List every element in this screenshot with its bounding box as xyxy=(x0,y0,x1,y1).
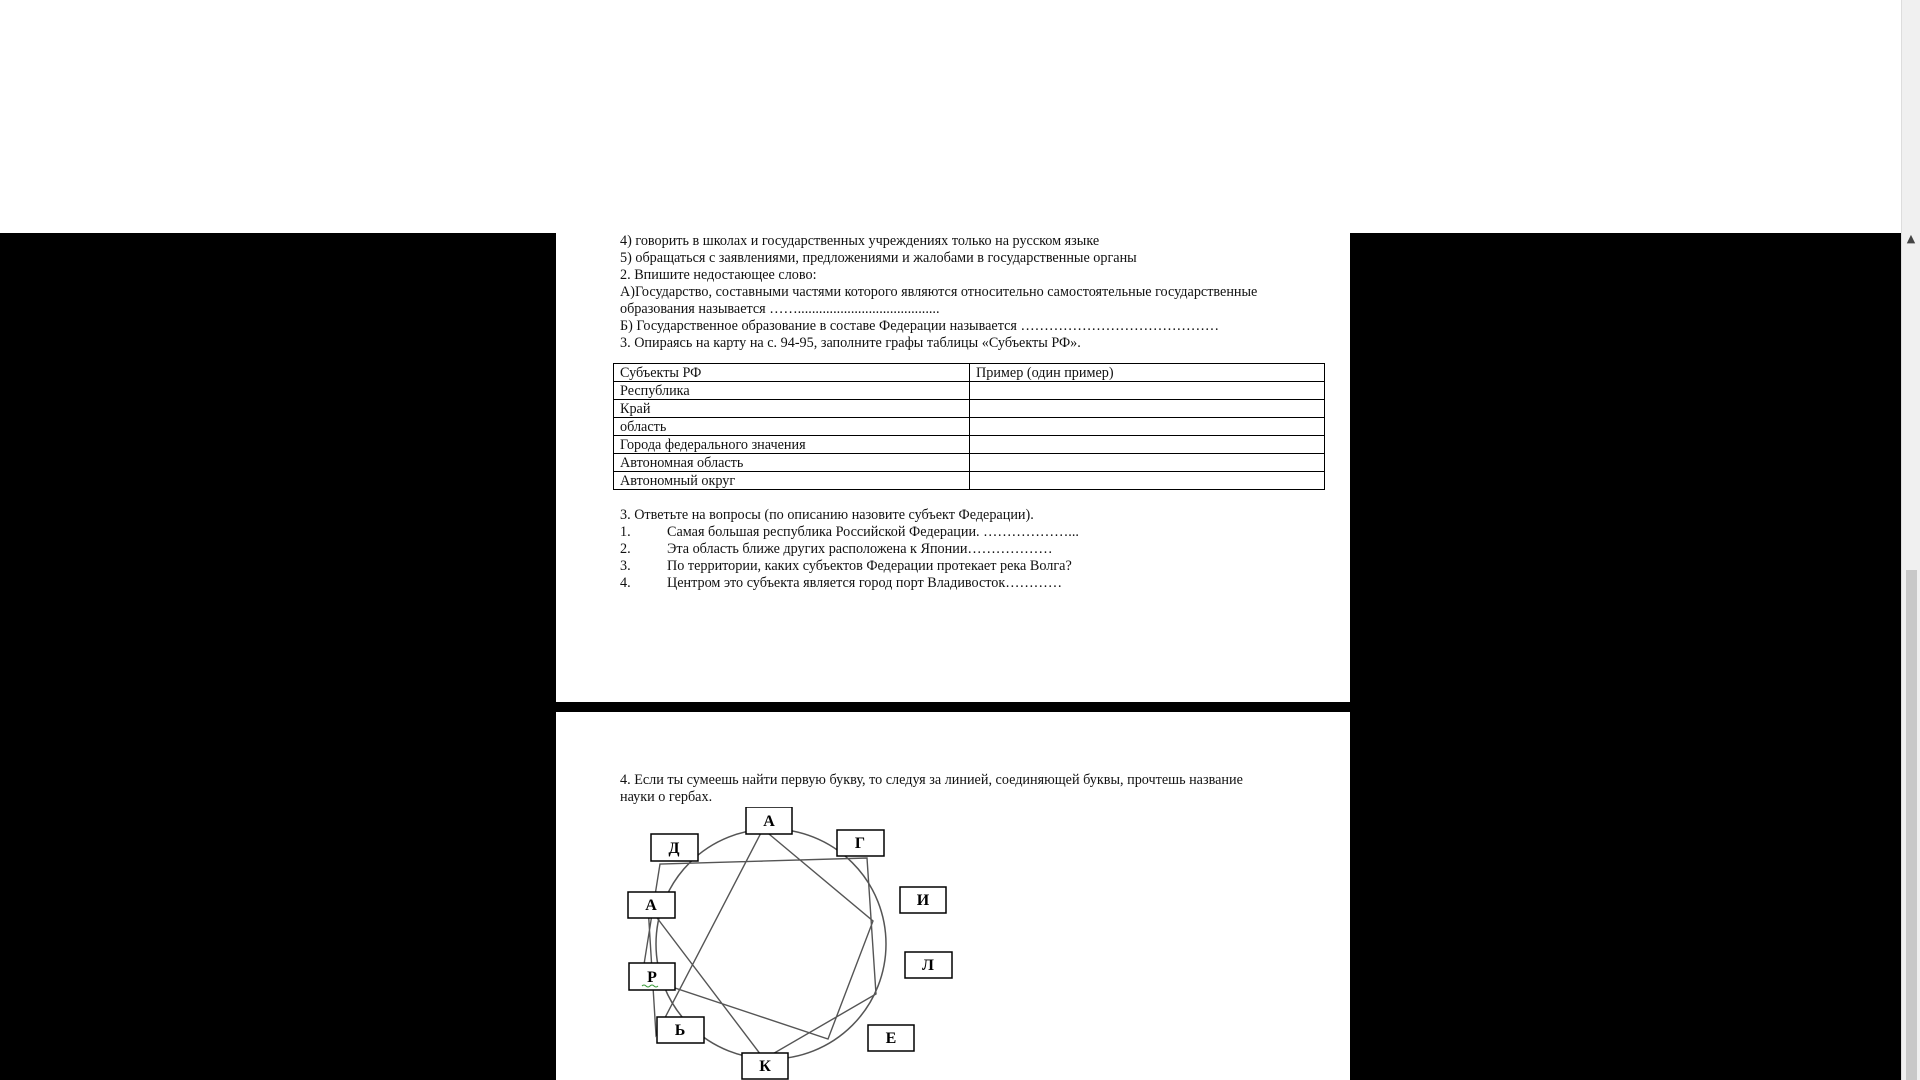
question-number: 1. xyxy=(620,524,631,540)
vertical-scrollbar[interactable] xyxy=(1901,0,1920,1080)
question-text: Центром это субъекта является город порт Владивосток………… xyxy=(667,575,1063,591)
letter: И xyxy=(916,892,930,909)
question-item xyxy=(620,575,1079,592)
question-number: 4. xyxy=(620,575,631,591)
letter: Г xyxy=(854,835,866,852)
letter: Д xyxy=(668,840,680,857)
letter: К xyxy=(759,1058,771,1075)
table-row xyxy=(614,472,1325,490)
table-row xyxy=(614,400,1325,418)
question-item xyxy=(620,541,1079,558)
table-header-cell: Субъекты РФ xyxy=(614,364,970,382)
page1-text-lines xyxy=(620,233,1320,352)
letter-circle-puzzle xyxy=(606,807,966,1080)
letter-box xyxy=(742,1053,788,1079)
table-cell-empty xyxy=(970,454,1325,472)
document-page-1 xyxy=(556,233,1350,702)
letter-box xyxy=(746,807,792,834)
table-header-row xyxy=(614,364,1325,382)
viewer-top-blank xyxy=(0,0,1920,233)
letter: А xyxy=(763,813,775,830)
text-line: образования называется ……........................................ xyxy=(620,301,940,317)
table-row xyxy=(614,436,1325,454)
table-row xyxy=(614,382,1325,400)
subjects-table xyxy=(613,363,1325,490)
question-number: 3. xyxy=(620,558,631,574)
question-text: Самая большая республика Российской Федерации. ………………... xyxy=(667,524,1079,540)
table-cell: область xyxy=(614,418,970,436)
questions-title: 3. Ответьте на вопросы (по описанию назовите субъект Федерации). xyxy=(620,507,1034,523)
table-cell-empty xyxy=(970,382,1325,400)
letter: Ь xyxy=(674,1022,686,1039)
letter-box xyxy=(628,892,675,918)
scroll-up-arrow-icon[interactable]: ▲ xyxy=(1906,232,1916,245)
table-cell: Край xyxy=(614,400,970,418)
table-cell-empty xyxy=(970,418,1325,436)
table-row xyxy=(614,454,1325,472)
text-line: науки о гербах. xyxy=(620,789,713,805)
table-cell-empty xyxy=(970,472,1325,490)
letter-box xyxy=(657,1017,704,1043)
letter: Р xyxy=(647,969,657,986)
table-header-cell: Пример (один пример) xyxy=(970,364,1325,382)
letter: А xyxy=(645,897,657,914)
table-cell: Города федерального значения xyxy=(614,436,970,454)
letter-box xyxy=(629,963,675,990)
letter-box xyxy=(905,952,952,978)
task4-text xyxy=(620,772,1320,806)
letter-box xyxy=(868,1025,914,1051)
letter-box xyxy=(651,834,698,861)
text-line: 3. Опираясь на карту на с. 94-95, заполните графы таблицы «Субъекты РФ». xyxy=(620,335,1081,351)
text-line: 2. Впишите недостающее слово: xyxy=(620,267,817,283)
table-cell: Автономная область xyxy=(614,454,970,472)
question-item xyxy=(620,524,1079,541)
table-cell-empty xyxy=(970,400,1325,418)
table-cell-empty xyxy=(970,436,1325,454)
question-text: Эта область ближе других расположена к Японии……………… xyxy=(667,541,1053,557)
scrollbar-thumb[interactable] xyxy=(1906,570,1917,1080)
question-text: По территории, каких субъектов Федерации протекает река Волга? xyxy=(667,558,1072,574)
letter: Е xyxy=(885,1030,897,1047)
text-line: А)Государство, составными частями которого являются относительно самостоятельные государственные xyxy=(620,284,1258,300)
letter: Л xyxy=(922,957,934,974)
table-cell: Республика xyxy=(614,382,970,400)
letter-box xyxy=(900,887,946,913)
table-cell: Автономный округ xyxy=(614,472,970,490)
questions-block xyxy=(620,507,1079,592)
text-line: 4. Если ты сумеешь найти первую букву, то следуя за линией, соединяющей буквы, прочтешь название xyxy=(620,772,1243,788)
question-item xyxy=(620,558,1079,575)
text-line: Б) Государственное образование в составе Федерации называется …………………………………… xyxy=(620,318,1220,334)
text-line: 4) говорить в школах и государственных учреждениях только на русском языке xyxy=(620,233,1100,249)
letter-box xyxy=(837,830,884,856)
question-number: 2. xyxy=(620,541,631,557)
text-line: 5) обращаться с заявлениями, предложениями и жалобами в государственные органы xyxy=(620,250,1137,266)
table-row xyxy=(614,418,1325,436)
document-page-2 xyxy=(556,712,1350,1080)
